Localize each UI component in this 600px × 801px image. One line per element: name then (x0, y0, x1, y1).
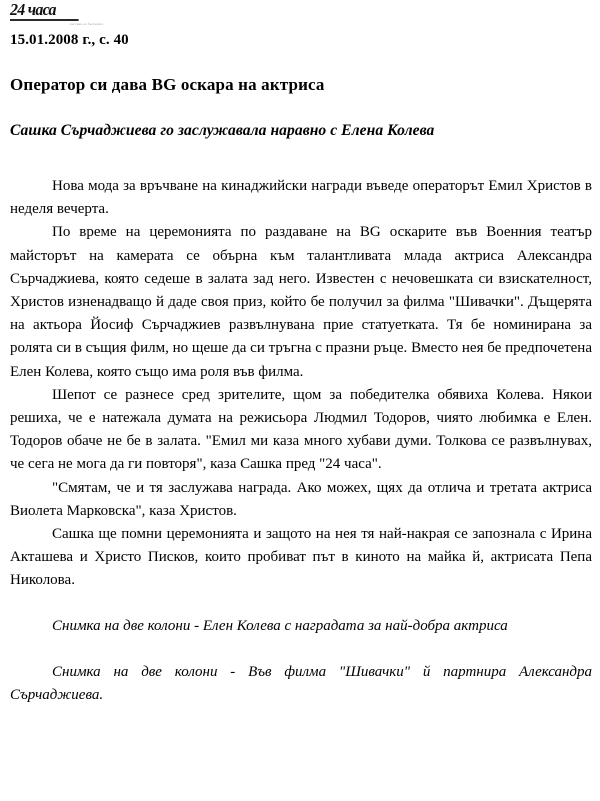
article-paragraph: Сашка ще помни церемонията и защото на нея тя най-накрая се запознала с Ирина Акташева и Христо Писков, които пробиват път в киното на майка й, актрисата Пепа Николова. (10, 526, 592, 589)
dateline: 15.01.2008 г., с. 40 (10, 32, 129, 48)
photo-caption-block (10, 615, 592, 708)
masthead (10, 0, 592, 26)
newspaper-logo-text: 24 часа (10, 0, 56, 19)
article-paragraph: Шепот се разнесе сред зрителите, щом за победителка обявиха Колева. Някои решиха, че е натежала думата на режисьора Людмил Тодоров, чиято любимка е Елен. Тодоров обаче не бе в залата. "Емил ми каза много хубави думи. Толкова се развълнувах, че сега не мога да ги повторя", каза Сашка пред "24 часа". (10, 386, 592, 473)
article-paragraph: "Смятам, че и тя заслужава награда. Ако можех, щях да отлича и третата актриса Виолета Марковска", каза Христов. (10, 479, 592, 519)
photo-caption: Снимка на две колони - Във филма "Шивачки" й партнира Александра Сърчаджиева. (10, 663, 592, 704)
article-subheadline: Сашка Сърчаджиева го заслужавала наравно с Елена Колева (10, 122, 435, 139)
article-paragraph: По време на церемонията по раздаване на BG оскарите във Военния театър майсторът на камерата се обърна към талантливата млада актриса Александра Сърчаджиева, която седеше в залата зад него. Известен с нечовешката си взискателност, Христов изненадващо й даде своя приз, който бе получил за филма "Шивачки". Дъщерята на актьора Йосиф Сърчаджиев развълнувана прие статуетката. Тя бе номинирана за ролята си в същия филм, но щеше да си тръгна с празни ръце. Вместо нея бе предпочетена Елен Колева, която също има роля във филма. (10, 224, 592, 380)
newspaper-logo-subtext: вестник на българите (70, 22, 104, 26)
page-title: Оператор си дава BG оскара на актриса (10, 75, 325, 94)
newspaper-logo (10, 0, 104, 26)
article-paragraph: Нова мода за връчване на кинаджийски награди въведе операторът Емил Христов в неделя вечерта. (10, 178, 592, 218)
document-page (0, 1, 600, 801)
article-body (10, 175, 592, 593)
photo-caption: Снимка на две колони - Елен Колева с наградата за най-добра актриса (52, 617, 508, 634)
